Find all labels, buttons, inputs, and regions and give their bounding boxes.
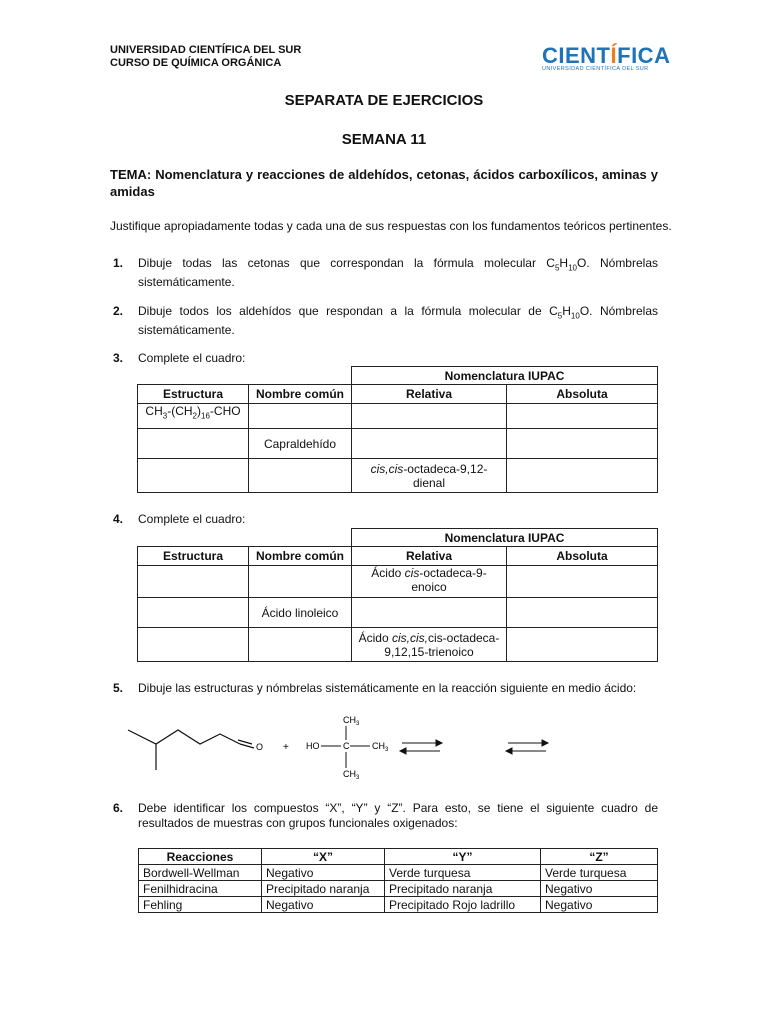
- table-cell: cis,cis-octadeca-9,12- dienal: [352, 459, 507, 493]
- table-group-header: Nomenclatura IUPAC: [352, 367, 658, 385]
- question-number: 5.: [113, 681, 124, 695]
- q6-table: [138, 848, 658, 913]
- ch3-bottom: $CH_3$: [343, 769, 360, 781]
- question-number: 6.: [113, 801, 124, 815]
- oxygen-label: O: [256, 742, 264, 752]
- question-1: [110, 256, 658, 290]
- question-number: 1.: [113, 256, 124, 270]
- question-6: [110, 801, 658, 831]
- document-header: [110, 44, 301, 70]
- table-cell: [249, 404, 352, 429]
- table-cell: [249, 459, 352, 493]
- table-cell: Precipitado Rojo ladrillo: [385, 897, 541, 913]
- table-cell: Precipitado naranja: [385, 881, 541, 897]
- table-cell: Negativo: [541, 897, 658, 913]
- table-cell: Fehling: [139, 897, 262, 913]
- ch3-right: $CH_3$: [372, 741, 389, 753]
- university-name: UNIVERSIDAD CIENTÍFICA DEL SUR: [110, 44, 302, 56]
- col-header: Relativa: [352, 385, 507, 404]
- instructions: Justifique apropiadamente todas y cada una de sus respuestas con los fundamentos teóricos pertinentes.: [110, 219, 672, 233]
- table-row: [139, 897, 658, 913]
- table-cell: [507, 628, 658, 662]
- table-cell: Negativo: [262, 865, 385, 881]
- table-cell: [507, 429, 658, 459]
- page-subtitle: SEMANA 11: [341, 131, 427, 148]
- topic-text: Nomenclatura y reacciones de aldehídos, cetonas, ácidos carboxílicos, aminas y amidas: [110, 167, 658, 199]
- table-cell: [249, 566, 352, 598]
- equilibrium-arrow-2: [506, 740, 548, 754]
- table-cell: [507, 598, 658, 628]
- plus-sign: +: [283, 742, 289, 753]
- table-cell: Capraldehído: [249, 429, 352, 459]
- question-text: Complete el cuadro:: [138, 351, 246, 365]
- col-header: Relativa: [352, 547, 507, 566]
- table-cell: Ácido cis,cis,cis-octadeca- 9,12,15-trienoico: [352, 628, 507, 662]
- table-cell: Negativo: [262, 897, 385, 913]
- col-header: Nombre común: [249, 385, 352, 404]
- equilibrium-arrow-1: [400, 740, 442, 754]
- logo-wordmark: CIENTÍFICA: [542, 43, 671, 68]
- table-cell: [138, 598, 249, 628]
- topic-label: TEMA:: [110, 167, 152, 182]
- table-cell: Bordwell-Wellman: [139, 865, 262, 881]
- question-3: [110, 351, 658, 366]
- table-cell: Ácido linoleico: [249, 598, 352, 628]
- col-header: Estructura: [138, 385, 249, 404]
- q4-table: [137, 528, 658, 662]
- table-cell: [138, 628, 249, 662]
- table-cell: Negativo: [541, 881, 658, 897]
- table-cell: [138, 429, 249, 459]
- ch3-top: $CH_3$: [343, 715, 360, 727]
- question-text: Dibuje todos los aldehídos que respondan a la fórmula molecular de $C_5H_{10}O$. Nómbrelas sistemáticamente.: [138, 304, 658, 338]
- col-header: Estructura: [138, 547, 249, 566]
- col-header: Absoluta: [507, 385, 658, 404]
- course-name: CURSO DE QUÍMICA ORGÁNICA: [110, 57, 282, 69]
- col-header: “X”: [262, 849, 385, 865]
- table-cell: [507, 459, 658, 493]
- page-title: SEPARATA DE EJERCICIOS: [284, 92, 484, 109]
- table-cell: [507, 404, 658, 429]
- question-text: Dibuje las estructuras y nómbrelas sistemáticamente en la reacción siguiente en medio ácido:: [138, 681, 637, 695]
- col-header: Reacciones: [139, 849, 262, 865]
- question-number: 2.: [113, 304, 124, 318]
- topic: [110, 166, 658, 200]
- col-header: “Y”: [385, 849, 541, 865]
- table-cell: [352, 598, 507, 628]
- reaction-scheme: [120, 710, 560, 785]
- carbon-label: C: [343, 741, 350, 751]
- question-text: Debe identificar los compuestos “X”, “Y” y “Z”. Para esto, se tiene el siguiente cuadro de resultados de muestras con grupos funcionales oxigenados:: [138, 801, 658, 830]
- table-cell: Fenilhidracina: [139, 881, 262, 897]
- question-text: Complete el cuadro:: [138, 512, 246, 526]
- table-row: [139, 865, 658, 881]
- table-cell: Ácido cis-octadeca-9- enoico: [352, 566, 507, 598]
- table-cell: [352, 404, 507, 429]
- q3-table: [137, 366, 658, 493]
- table-group-header: Nomenclatura IUPAC: [352, 529, 658, 547]
- hydroxyl-label: HO: [306, 741, 320, 751]
- table-cell: [138, 459, 249, 493]
- table-cell: $CH_3-(CH_2)_{16}$-CHO: [138, 404, 249, 429]
- question-text: Dibuje todas las cetonas que correspondan la fórmula molecular $C_5H_{10}O$. Nómbrelas sistemáticamente.: [138, 256, 658, 290]
- table-cell: [352, 429, 507, 459]
- col-header: Nombre común: [249, 547, 352, 566]
- table-cell: Precipitado naranja: [262, 881, 385, 897]
- logo-subtitle: UNIVERSIDAD CIENTÍFICA DEL SUR: [542, 66, 649, 72]
- table-cell: Verde turquesa: [385, 865, 541, 881]
- col-header: Absoluta: [507, 547, 658, 566]
- university-logo: [542, 43, 671, 72]
- table-cell: [138, 566, 249, 598]
- aldehyde-skeleton: [128, 730, 254, 770]
- question-4: [110, 512, 658, 527]
- col-header: “Z”: [541, 849, 658, 865]
- question-5: [110, 681, 658, 696]
- question-2: [110, 304, 658, 338]
- table-cell: [507, 566, 658, 598]
- table-cell: Verde turquesa: [541, 865, 658, 881]
- table-row: [139, 881, 658, 897]
- question-number: 3.: [113, 351, 124, 365]
- question-number: 4.: [113, 512, 124, 526]
- table-cell: [249, 628, 352, 662]
